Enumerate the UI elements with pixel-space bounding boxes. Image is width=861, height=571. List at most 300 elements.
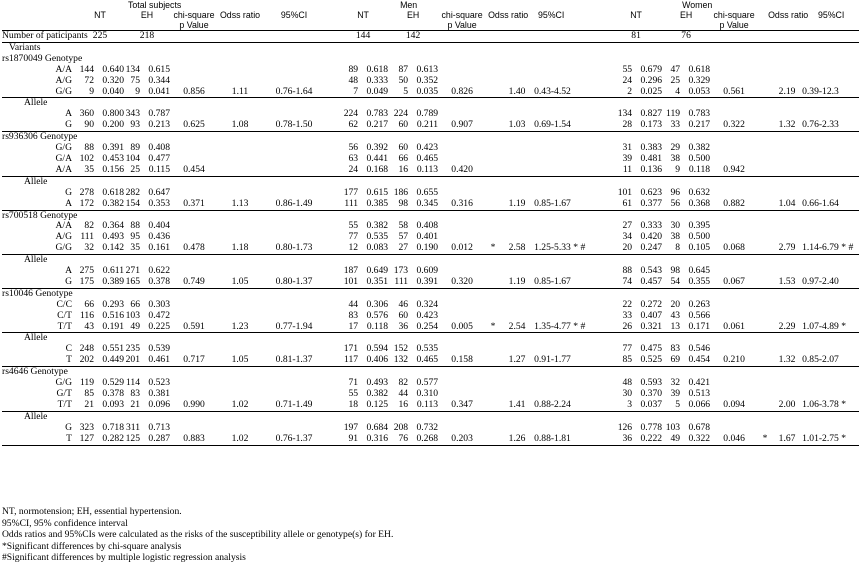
cell: 0.481 — [640, 152, 663, 164]
cell: 0.546 — [688, 343, 711, 355]
odds-ratio — [500, 423, 534, 434]
cell: 30 — [622, 388, 633, 399]
cell: 111 — [80, 231, 94, 243]
odds-ratio — [772, 165, 802, 176]
cell: 0.385 — [366, 197, 389, 209]
odds-ratio — [500, 378, 534, 389]
cell: 60 — [398, 119, 409, 131]
odds-ratio — [218, 378, 262, 389]
cell: 0.436 — [148, 231, 170, 243]
cell: 126 — [617, 421, 633, 433]
cell: 57 — [398, 231, 409, 243]
cell: 20 — [622, 242, 633, 254]
cell: 33 — [622, 309, 633, 321]
cell: 224 — [393, 108, 409, 120]
cell: 0.066 — [688, 398, 711, 410]
ci: 0.85-1.67 — [534, 197, 571, 209]
p-value: 0.068 — [723, 242, 745, 254]
cell: 0.783 — [688, 108, 711, 120]
cell: 16 — [398, 398, 409, 410]
cell: 11 — [622, 163, 633, 175]
ci — [262, 143, 326, 154]
p-value — [438, 143, 486, 154]
cell: 0.293 — [102, 298, 124, 310]
cell: 8 — [675, 242, 681, 254]
cell: 125 — [125, 432, 140, 444]
ci — [262, 188, 326, 199]
sig-mark — [758, 165, 772, 176]
sig-mark: * — [490, 320, 496, 332]
odds-ratio — [218, 221, 262, 232]
ci — [262, 311, 326, 322]
cell: 82 — [398, 377, 409, 389]
sig-mark — [486, 154, 500, 165]
cell: 0.391 — [102, 142, 124, 154]
odds-ratio — [218, 311, 262, 322]
note-line: *Significant differences by chi-square analysis — [2, 540, 182, 552]
cell: 21 — [130, 398, 140, 410]
cell: 187 — [343, 265, 359, 277]
cell: 0.535 — [416, 343, 439, 355]
odds-ratio — [772, 378, 802, 389]
odds-ratio — [772, 154, 802, 165]
cell: 32 — [84, 242, 94, 254]
p-value — [170, 378, 218, 389]
cell: 0.118 — [688, 163, 711, 175]
note-line: NT, normotension; EH, essential hypertension. — [2, 506, 182, 517]
ci — [262, 378, 326, 389]
odds-ratio — [500, 143, 534, 154]
cell: 360 — [79, 108, 94, 120]
cell: 83 — [130, 388, 140, 399]
ci — [802, 311, 859, 322]
sig-mark — [758, 277, 772, 288]
cell: 0.113 — [416, 163, 439, 175]
cell: 0.789 — [416, 108, 439, 120]
cell: 173 — [393, 265, 409, 277]
cell: 0.800 — [102, 108, 124, 120]
cell: 34 — [622, 231, 633, 243]
sig-mark — [758, 423, 772, 434]
ci: 0.85-1.67 — [534, 275, 571, 287]
sig-mark — [758, 378, 772, 389]
cell: 58 — [398, 220, 409, 232]
p-value — [438, 311, 486, 322]
cell: 0.423 — [416, 309, 439, 321]
ci — [534, 143, 598, 154]
cell: 39 — [670, 388, 681, 399]
ci — [534, 154, 598, 165]
sig-mark — [486, 277, 500, 288]
p-value: 0.856 — [183, 85, 205, 97]
cell: 0.576 — [366, 309, 389, 321]
cell: 165 — [125, 275, 140, 287]
ci: 0.78-1.50 — [275, 119, 313, 131]
p-value: 0.454 — [183, 163, 205, 175]
col-or: Odss ratio — [488, 10, 529, 20]
cell: 0.382 — [366, 220, 389, 232]
genotype-label: G — [65, 275, 72, 287]
odds-ratio — [772, 65, 802, 76]
cell: 88 — [130, 220, 140, 232]
table-row — [2, 322, 859, 333]
p-value — [438, 300, 486, 311]
table-row — [2, 76, 859, 87]
odds-ratio: 2.19 — [778, 85, 796, 97]
cell: 0.217 — [366, 119, 389, 131]
odds-ratio: 1.26 — [500, 434, 534, 445]
cell: 69 — [670, 354, 681, 366]
cell: 27 — [398, 242, 409, 254]
cell: 0.465 — [416, 354, 439, 366]
cell: 0.457 — [640, 275, 663, 287]
ci: 0.88-1.81 — [534, 434, 598, 445]
p-value — [170, 65, 218, 76]
cell: 127 — [76, 434, 94, 445]
cell: 0.679 — [640, 63, 663, 75]
cell: 0.618 — [102, 186, 124, 198]
table-row — [2, 87, 859, 98]
cell: 0.778 — [640, 421, 663, 433]
sig-mark — [486, 221, 500, 232]
cell: 35 — [84, 163, 94, 175]
odds-ratio — [218, 423, 262, 434]
cell: 9 — [675, 163, 681, 175]
cell: 311 — [125, 421, 140, 433]
cell: 0.037 — [640, 398, 663, 410]
cell: 0.472 — [148, 309, 170, 321]
genotype-label: A/A — [55, 163, 72, 175]
cell: 0.306 — [366, 298, 389, 310]
cell: 0.093 — [102, 398, 124, 410]
cell: 0.539 — [148, 343, 170, 355]
odds-ratio: 1.67 — [772, 434, 802, 445]
ci — [534, 378, 598, 389]
cell: 0.344 — [148, 74, 170, 86]
cell: 0.475 — [640, 343, 663, 355]
sig-mark — [486, 389, 500, 400]
cell: 4 — [675, 85, 681, 97]
sig-mark — [486, 378, 500, 389]
sig-mark — [486, 300, 500, 311]
cell: 248 — [79, 343, 94, 355]
sig-mark — [758, 243, 772, 254]
sig-mark — [758, 344, 772, 355]
cell: 0.500 — [688, 231, 711, 243]
cell: 85 — [84, 388, 94, 399]
table-row — [2, 311, 859, 322]
cell: 0.310 — [416, 388, 439, 399]
odds-ratio — [500, 311, 534, 322]
cell: 103 — [125, 309, 140, 321]
col-eh: EH — [406, 10, 420, 20]
cell: 0.408 — [148, 142, 170, 154]
p-value — [438, 221, 486, 232]
cell: 154 — [125, 197, 140, 209]
allele-heading: Allele — [2, 255, 124, 266]
cell: 111 — [344, 197, 359, 209]
p-value — [710, 221, 758, 232]
cell: 0.370 — [640, 388, 663, 399]
col-nt: NT — [357, 10, 369, 20]
cell: 0.383 — [640, 142, 663, 154]
cell: 0.525 — [640, 354, 663, 366]
p-value — [170, 423, 218, 434]
cell: 0.577 — [416, 377, 439, 389]
cell: 0.222 — [632, 434, 662, 445]
cell: 83 — [670, 343, 681, 355]
ci — [262, 65, 326, 76]
cell: 134 — [125, 63, 140, 75]
cell: 202 — [79, 354, 94, 366]
cell: 0.594 — [366, 343, 389, 355]
cell: 0.421 — [688, 377, 711, 389]
col-or-ci — [486, 10, 598, 20]
sig-mark — [486, 355, 500, 366]
cell: 0.441 — [366, 152, 389, 164]
p-value: 0.322 — [723, 119, 745, 131]
cell: 7 — [353, 85, 359, 97]
genotype-label: T — [2, 434, 76, 445]
genotype-heading: Genotype — [30, 366, 68, 378]
ci — [534, 300, 598, 311]
odds-ratio: 1.05 — [231, 354, 249, 366]
cell: 0.461 — [148, 354, 170, 366]
cell: 0.025 — [640, 85, 663, 97]
ci: 0.80-1.73 — [275, 242, 313, 254]
p-value: 0.591 — [183, 320, 205, 332]
sig-mark — [486, 76, 500, 87]
odds-ratio — [218, 154, 262, 165]
table-row — [2, 65, 859, 76]
sig-mark — [486, 311, 500, 322]
p-value: 0.625 — [183, 119, 205, 131]
sig-mark — [486, 400, 500, 411]
cell: 0.649 — [366, 265, 389, 277]
odds-ratio: 1.27 — [508, 354, 526, 366]
allele-heading: Allele — [2, 98, 124, 109]
cell: 66 — [84, 298, 94, 310]
genotype-label: G — [65, 186, 72, 198]
cell: 235 — [125, 343, 140, 355]
odds-ratio: 2.29 — [778, 320, 796, 332]
cell: 0.345 — [416, 197, 439, 209]
odds-ratio — [500, 154, 534, 165]
ci: 0.71-1.49 — [275, 398, 313, 410]
note-line: 95%CI, 95% confidence interval — [2, 517, 128, 529]
cell: 0.113 — [416, 398, 439, 410]
cell: 0.217 — [688, 119, 711, 131]
p-value: 0.749 — [183, 275, 205, 287]
odds-ratio — [772, 423, 802, 434]
genotype-label: A — [65, 197, 72, 209]
cell: 0.353 — [148, 197, 170, 209]
sig-mark — [486, 434, 500, 445]
cell: 0.523 — [148, 377, 170, 389]
cell: 0.613 — [416, 63, 439, 75]
cell: 32 — [670, 377, 681, 389]
odds-ratio — [218, 143, 262, 154]
cell: 90 — [84, 119, 94, 131]
cell: 224 — [343, 108, 359, 120]
cell: 30 — [670, 220, 681, 232]
odds-ratio: 1.19 — [508, 197, 526, 209]
cell: 225 — [76, 31, 124, 43]
odds-ratio: 1.32 — [778, 354, 796, 366]
cell: 0.329 — [688, 74, 711, 86]
cell: 24 — [622, 74, 633, 86]
p-value — [438, 65, 486, 76]
cell: 0.395 — [688, 220, 711, 232]
sig-mark: * — [758, 434, 772, 445]
ci — [262, 76, 326, 87]
col-chi: chi-square — [441, 10, 483, 20]
group-header-total: Total subjects — [128, 0, 182, 10]
ci: 1.07-4.89 * — [802, 320, 847, 332]
odds-ratio — [772, 311, 802, 322]
cell: 54 — [670, 275, 681, 287]
cell: 132 — [393, 354, 409, 366]
cell: 0.655 — [416, 186, 439, 198]
sig-mark — [758, 400, 772, 411]
cell: 0.282 — [94, 434, 124, 445]
odds-ratio — [218, 188, 262, 199]
ci — [802, 188, 859, 199]
cell: 98 — [398, 197, 409, 209]
cell: 0.381 — [148, 388, 170, 399]
cell: 0.200 — [102, 119, 124, 131]
cell: 0.191 — [102, 320, 124, 332]
cell: 39 — [622, 152, 633, 164]
cell: 87 — [398, 63, 409, 75]
p-value — [710, 300, 758, 311]
cell: 0.213 — [148, 119, 170, 131]
odds-ratio — [500, 221, 534, 232]
p-value: 0.210 — [723, 354, 745, 366]
cell: 0.272 — [640, 298, 663, 310]
cell: 0.287 — [140, 434, 170, 445]
table-row — [2, 120, 859, 131]
p-value: 0.094 — [723, 398, 745, 410]
cell: 49 — [130, 320, 140, 332]
ci: 1.06-3.78 * — [802, 398, 847, 410]
cell: 0.618 — [688, 63, 711, 75]
p-value — [438, 423, 486, 434]
odds-ratio: 1.53 — [778, 275, 796, 287]
odds-ratio — [218, 300, 262, 311]
genotype-heading: Genotype — [40, 131, 78, 143]
cell: 0.404 — [148, 220, 170, 232]
ci: 1.01-2.75 * — [802, 434, 859, 445]
genotype-label: T/T — [57, 398, 72, 410]
p-value — [170, 300, 218, 311]
ci: 0.88-2.24 — [534, 398, 571, 410]
ci — [802, 221, 859, 232]
cell: 0.593 — [640, 377, 663, 389]
cell: 0.615 — [366, 186, 389, 198]
cell: 0.115 — [148, 163, 170, 175]
ci — [534, 188, 598, 199]
cell: 103 — [665, 421, 681, 433]
cell: 5 — [403, 85, 409, 97]
cell: 0.611 — [102, 265, 124, 277]
ci: 0.77-1.94 — [275, 320, 313, 332]
genotype-heading: Genotype — [44, 52, 83, 64]
sig-mark — [758, 266, 772, 277]
genotype-label: G/T — [56, 388, 72, 399]
p-value — [170, 311, 218, 322]
cell: 0.713 — [148, 421, 170, 433]
sig-mark — [758, 120, 772, 131]
odds-ratio — [772, 76, 802, 87]
col-p: p Value — [719, 20, 749, 30]
participants-row — [2, 31, 859, 43]
col-eh: EH — [140, 10, 154, 20]
odds-ratio — [772, 300, 802, 311]
p-value — [438, 188, 486, 199]
cell: 0.623 — [640, 186, 663, 198]
cell: 208 — [393, 421, 409, 433]
cell: 50 — [398, 74, 409, 86]
cell: 48 — [348, 74, 359, 86]
cell: 0.406 — [366, 354, 389, 366]
sig-mark — [486, 266, 500, 277]
cell: 85 — [622, 354, 633, 366]
cell: 74 — [622, 275, 633, 287]
cell: 0.477 — [148, 152, 170, 164]
cell: 98 — [670, 265, 681, 277]
cell: 61 — [622, 197, 633, 209]
cell: 175 — [79, 275, 94, 287]
ci — [802, 165, 859, 176]
cell: 17 — [348, 320, 359, 332]
cell: 0.105 — [688, 242, 711, 254]
cell: 134 — [617, 108, 633, 120]
cell: 48 — [622, 377, 633, 389]
group-header-women: Women — [682, 0, 713, 10]
cell: 33 — [670, 119, 681, 131]
odds-ratio: 1.03 — [508, 119, 526, 131]
cell: 0.225 — [148, 320, 170, 332]
cell: 0.382 — [102, 197, 124, 209]
odds-ratio: 1.11 — [231, 85, 249, 97]
cell: 0.333 — [366, 74, 389, 86]
cell: 271 — [125, 265, 140, 277]
odds-ratio: 1.23 — [231, 320, 249, 332]
odds-ratio — [772, 221, 802, 232]
cell: 0.493 — [102, 231, 124, 243]
odds-ratio — [772, 143, 802, 154]
col-or: Odss ratio — [768, 10, 809, 20]
sig-mark — [758, 87, 772, 98]
cell: 0.500 — [688, 152, 711, 164]
sig-mark — [758, 76, 772, 87]
p-value: 0.371 — [183, 197, 205, 209]
sig-mark — [486, 87, 500, 98]
cell: 0.454 — [688, 354, 711, 366]
ci: 0.86-1.49 — [275, 197, 313, 209]
cell: 46 — [398, 298, 409, 310]
ci: 0.80-1.37 — [275, 275, 313, 287]
p-value: 0.883 — [170, 434, 218, 445]
ci: 0.69-1.54 — [534, 119, 571, 131]
cell: 278 — [79, 186, 94, 198]
table-notes — [2, 506, 393, 564]
col-chi: chi-square — [173, 10, 215, 20]
cell: 0.391 — [416, 275, 439, 287]
cell: 0.351 — [366, 275, 389, 287]
odds-ratio: 1.32 — [778, 119, 796, 131]
